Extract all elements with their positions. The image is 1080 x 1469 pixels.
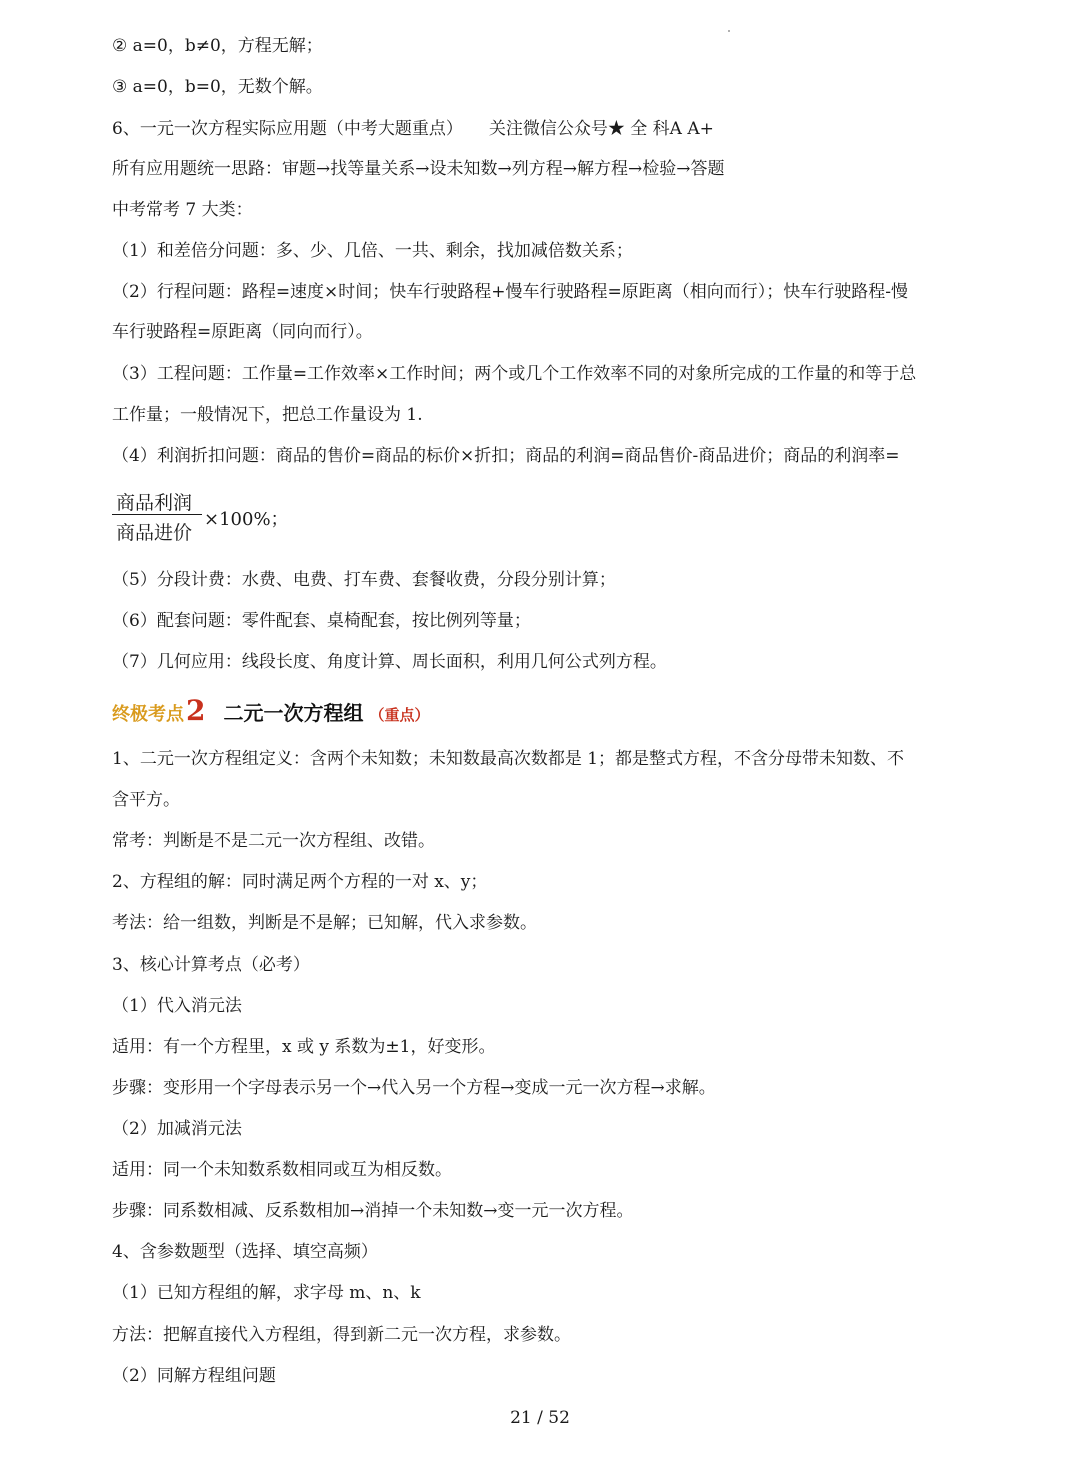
text-line: 适用：有一个方程里，x 或 y 系数为±1，好变形。 [112,1037,496,1057]
text-line: 所有应用题统一思路：审题→找等量关系→设未知数→列方程→解方程→检验→答题 [112,159,725,179]
text-line: 2、方程组的解：同时满足两个方程的一对 x、y； [112,872,488,892]
text-line: 4、含参数题型（选择、填空高频） [112,1242,378,1262]
text-line: （1）和差倍分问题：多、少、几倍、一共、剩余，找加减倍数关系； [112,241,633,261]
section-heading [112,694,430,727]
text-line: 步骤：变形用一个字母表示另一个→代入另一个方程→变成一元一次方程→求解。 [112,1078,716,1098]
fraction-numerator: 商品利润 [116,492,193,514]
text-line: （4）利润折扣问题：商品的售价=商品的标价×折扣；商品的利润=商品售价-商品进价；商品的利润率= [112,446,900,466]
section-name: 二元一次方程组 [223,701,364,725]
text-line: （5）分段计费：水费、电费、打车费、套餐收费，分段分别计算； [112,570,616,590]
text-line: （6）配套问题：零件配套、桌椅配套，按比例列等量； [112,611,531,631]
section-number: 2 [186,694,206,727]
page-number: 21 / 52 [510,1408,570,1428]
text-line: （2）加减消元法 [112,1119,242,1139]
fraction-suffix: ×100%； [204,509,289,530]
text-line: （1）代入消元法 [112,996,242,1016]
text-line: ③ a=0，b=0，无数个解。 [112,77,323,97]
text-line: （3）工程问题：工作量=工作效率×工作时间；两个或几个工作效率不同的对象所完成的工作量的和等于总 [112,364,917,384]
text-line: （2）行程问题：路程=速度×时间；快车行驶路程+慢车行驶路程=原距离（相向而行）；快车行驶路程-慢 [112,282,909,302]
text-line: 常考：判断是不是二元一次方程组、改错。 [112,831,435,851]
section-prefix: 终极考点 [112,704,184,725]
text-line: （2）同解方程组问题 [112,1366,276,1386]
text-line: 含平方。 [112,790,180,810]
text-line [112,117,714,141]
watermark-text: 关注微信公众号★ 全 科A A+ [488,119,714,139]
item-heading: 6、一元一次方程实际应用题（中考大题重点） [112,119,463,139]
text-line: 方法：把解直接代入方程组，得到新二元一次方程，求参数。 [112,1325,571,1345]
text-line: 考法：给一组数，判断是不是解；已知解，代入求参数。 [112,913,537,933]
text-line: （1）已知方程组的解，求字母 m、n、k [112,1283,421,1303]
text-line: 3、核心计算考点（必考） [112,955,310,975]
speck [728,30,730,32]
text-line: 工作量；一般情况下，把总工作量设为 1. [112,405,423,425]
text-line: 适用：同一个未知数系数相同或互为相反数。 [112,1160,452,1180]
text-line: （7）几何应用：线段长度、角度计算、周长面积，利用几何公式列方程。 [112,652,667,672]
text-line: 中考常考 7 大类： [112,200,253,220]
text-line: 车行驶路程=原距离（同向而行）。 [112,322,373,342]
fraction-bar [112,514,202,515]
text-line: 1、二元一次方程组定义：含两个未知数；未知数最高次数都是 1；都是整式方程，不含分母带未知数、不 [112,749,905,769]
text-line: 步骤：同系数相减、反系数相加→消掉一个未知数→变一元一次方程。 [112,1201,634,1221]
text-line: ② a=0，b≠0，方程无解； [112,36,323,56]
section-tag: （重点） [369,706,430,724]
fraction-denominator: 商品进价 [116,522,193,544]
